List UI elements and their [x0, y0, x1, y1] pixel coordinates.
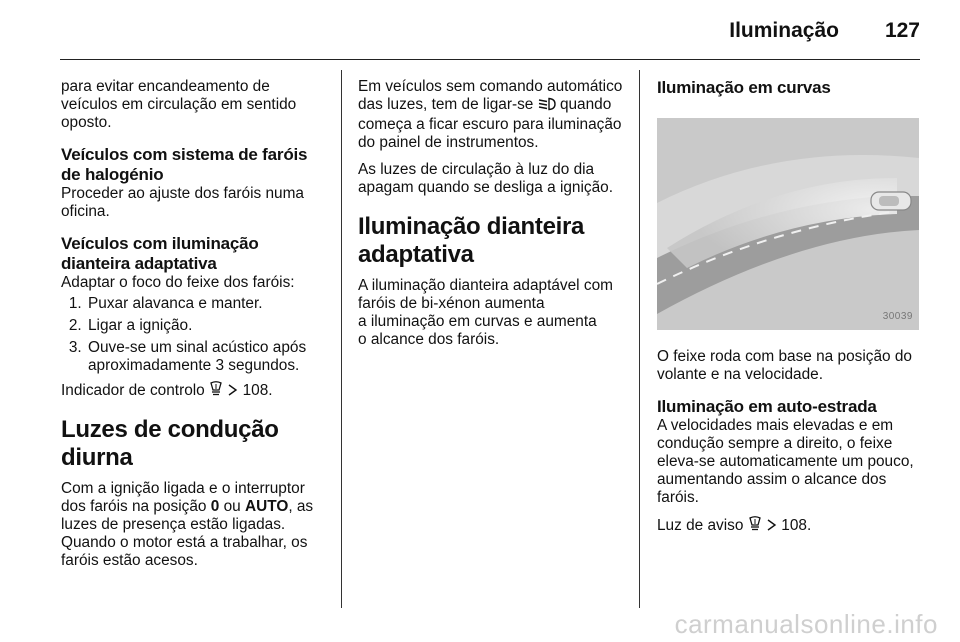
- heading-curves: Iluminação em curvas: [657, 78, 831, 97]
- heading-halogen: Veículos com sistema de faróis de halogénio: [61, 145, 308, 184]
- warning-ref: 108.: [781, 517, 812, 534]
- afl-paragraph: [358, 277, 626, 349]
- curve-road-drawing: [657, 118, 919, 330]
- page-reference-icon: [766, 518, 777, 537]
- afl-line-3: o alcance dos faróis.: [358, 331, 500, 348]
- column-2: [358, 78, 626, 358]
- headlight-range-icon: [748, 516, 762, 537]
- heading-adaptive: Veículos com iluminação dianteira adaptativa: [61, 234, 259, 273]
- dipped-beam-icon: [538, 97, 556, 116]
- intro-paragraph: para evitar encandeamento de veículos em circulação em sentido oposto.: [61, 78, 297, 131]
- column-1: [61, 78, 329, 579]
- warning-text: Luz de aviso: [657, 517, 744, 534]
- p1-text-b: quando começa a ficar escuro para iluminação do painel de instrumentos.: [358, 96, 622, 151]
- switch-position-0: 0: [210, 498, 220, 515]
- heading-afl: Iluminação dianteira adaptativa: [358, 213, 585, 268]
- drl-paragraph: [61, 480, 329, 570]
- header-rule: [60, 59, 920, 60]
- column-divider-1: [341, 70, 342, 608]
- afl-line-1: A iluminação dianteira adaptável com faróis de bi-xénon aumenta: [358, 277, 613, 312]
- drl-text-ou: ou: [223, 498, 241, 515]
- watermark: carmanualsonline.info: [674, 609, 938, 639]
- afl-line-2: a iluminação em curvas e aumenta: [358, 313, 597, 330]
- dipped-beam-paragraph: [358, 78, 626, 152]
- heading-highway: Iluminação em auto-estrada: [657, 397, 877, 416]
- indicator-line: [61, 381, 329, 402]
- page-number: 127: [884, 19, 920, 42]
- column-divider-2: [639, 70, 640, 608]
- list-item: 2. Ligar a ignição.: [86, 317, 329, 335]
- p1-text-a: Em veículos sem comando automático das luzes, tem de ligar-se: [358, 78, 623, 113]
- drl-text-b: , as luzes de presença estão ligadas. Quando o motor está a trabalhar, os faróis estão acesos.: [61, 498, 314, 569]
- switch-position-auto: AUTO: [244, 498, 289, 515]
- adaptive-paragraph: Adaptar o foco do feixe dos faróis:: [61, 274, 295, 291]
- column-3: [657, 78, 925, 546]
- page-reference-icon: [227, 383, 238, 402]
- list-item: 3. Ouve-se um sinal acústico após aproximadamente 3 segundos.: [86, 339, 329, 375]
- adjust-steps-list: [61, 295, 329, 375]
- section-title: Iluminação: [729, 19, 839, 42]
- warning-line: [657, 516, 925, 537]
- drl-text-a: Com a ignição ligada e o interruptor dos faróis na posição: [61, 480, 305, 515]
- page-header: [60, 14, 920, 48]
- list-item: 1. Puxar alavanca e manter.: [86, 295, 329, 313]
- curves-paragraph: O feixe roda com base na posição do volante e na velocidade.: [657, 348, 912, 383]
- halogen-paragraph: Proceder ao ajuste dos faróis numa oficina.: [61, 185, 304, 220]
- highway-paragraph: A velocidades mais elevadas e em condução sempre a direito, o feixe eleva-se automaticamente um pouco, aumentando assim o alcance dos faróis.: [657, 417, 914, 506]
- headlight-range-icon: [209, 381, 223, 402]
- indicator-ref: 108.: [242, 382, 273, 399]
- illustration-code: 30039: [882, 311, 913, 322]
- cornering-light-illustration: [657, 118, 919, 330]
- indicator-text: Indicador de controlo: [61, 382, 205, 399]
- heading-drl: Luzes de condução diurna: [61, 416, 279, 471]
- drl-off-paragraph: As luzes de circulação à luz do dia apagam quando se desliga a ignição.: [358, 161, 613, 196]
